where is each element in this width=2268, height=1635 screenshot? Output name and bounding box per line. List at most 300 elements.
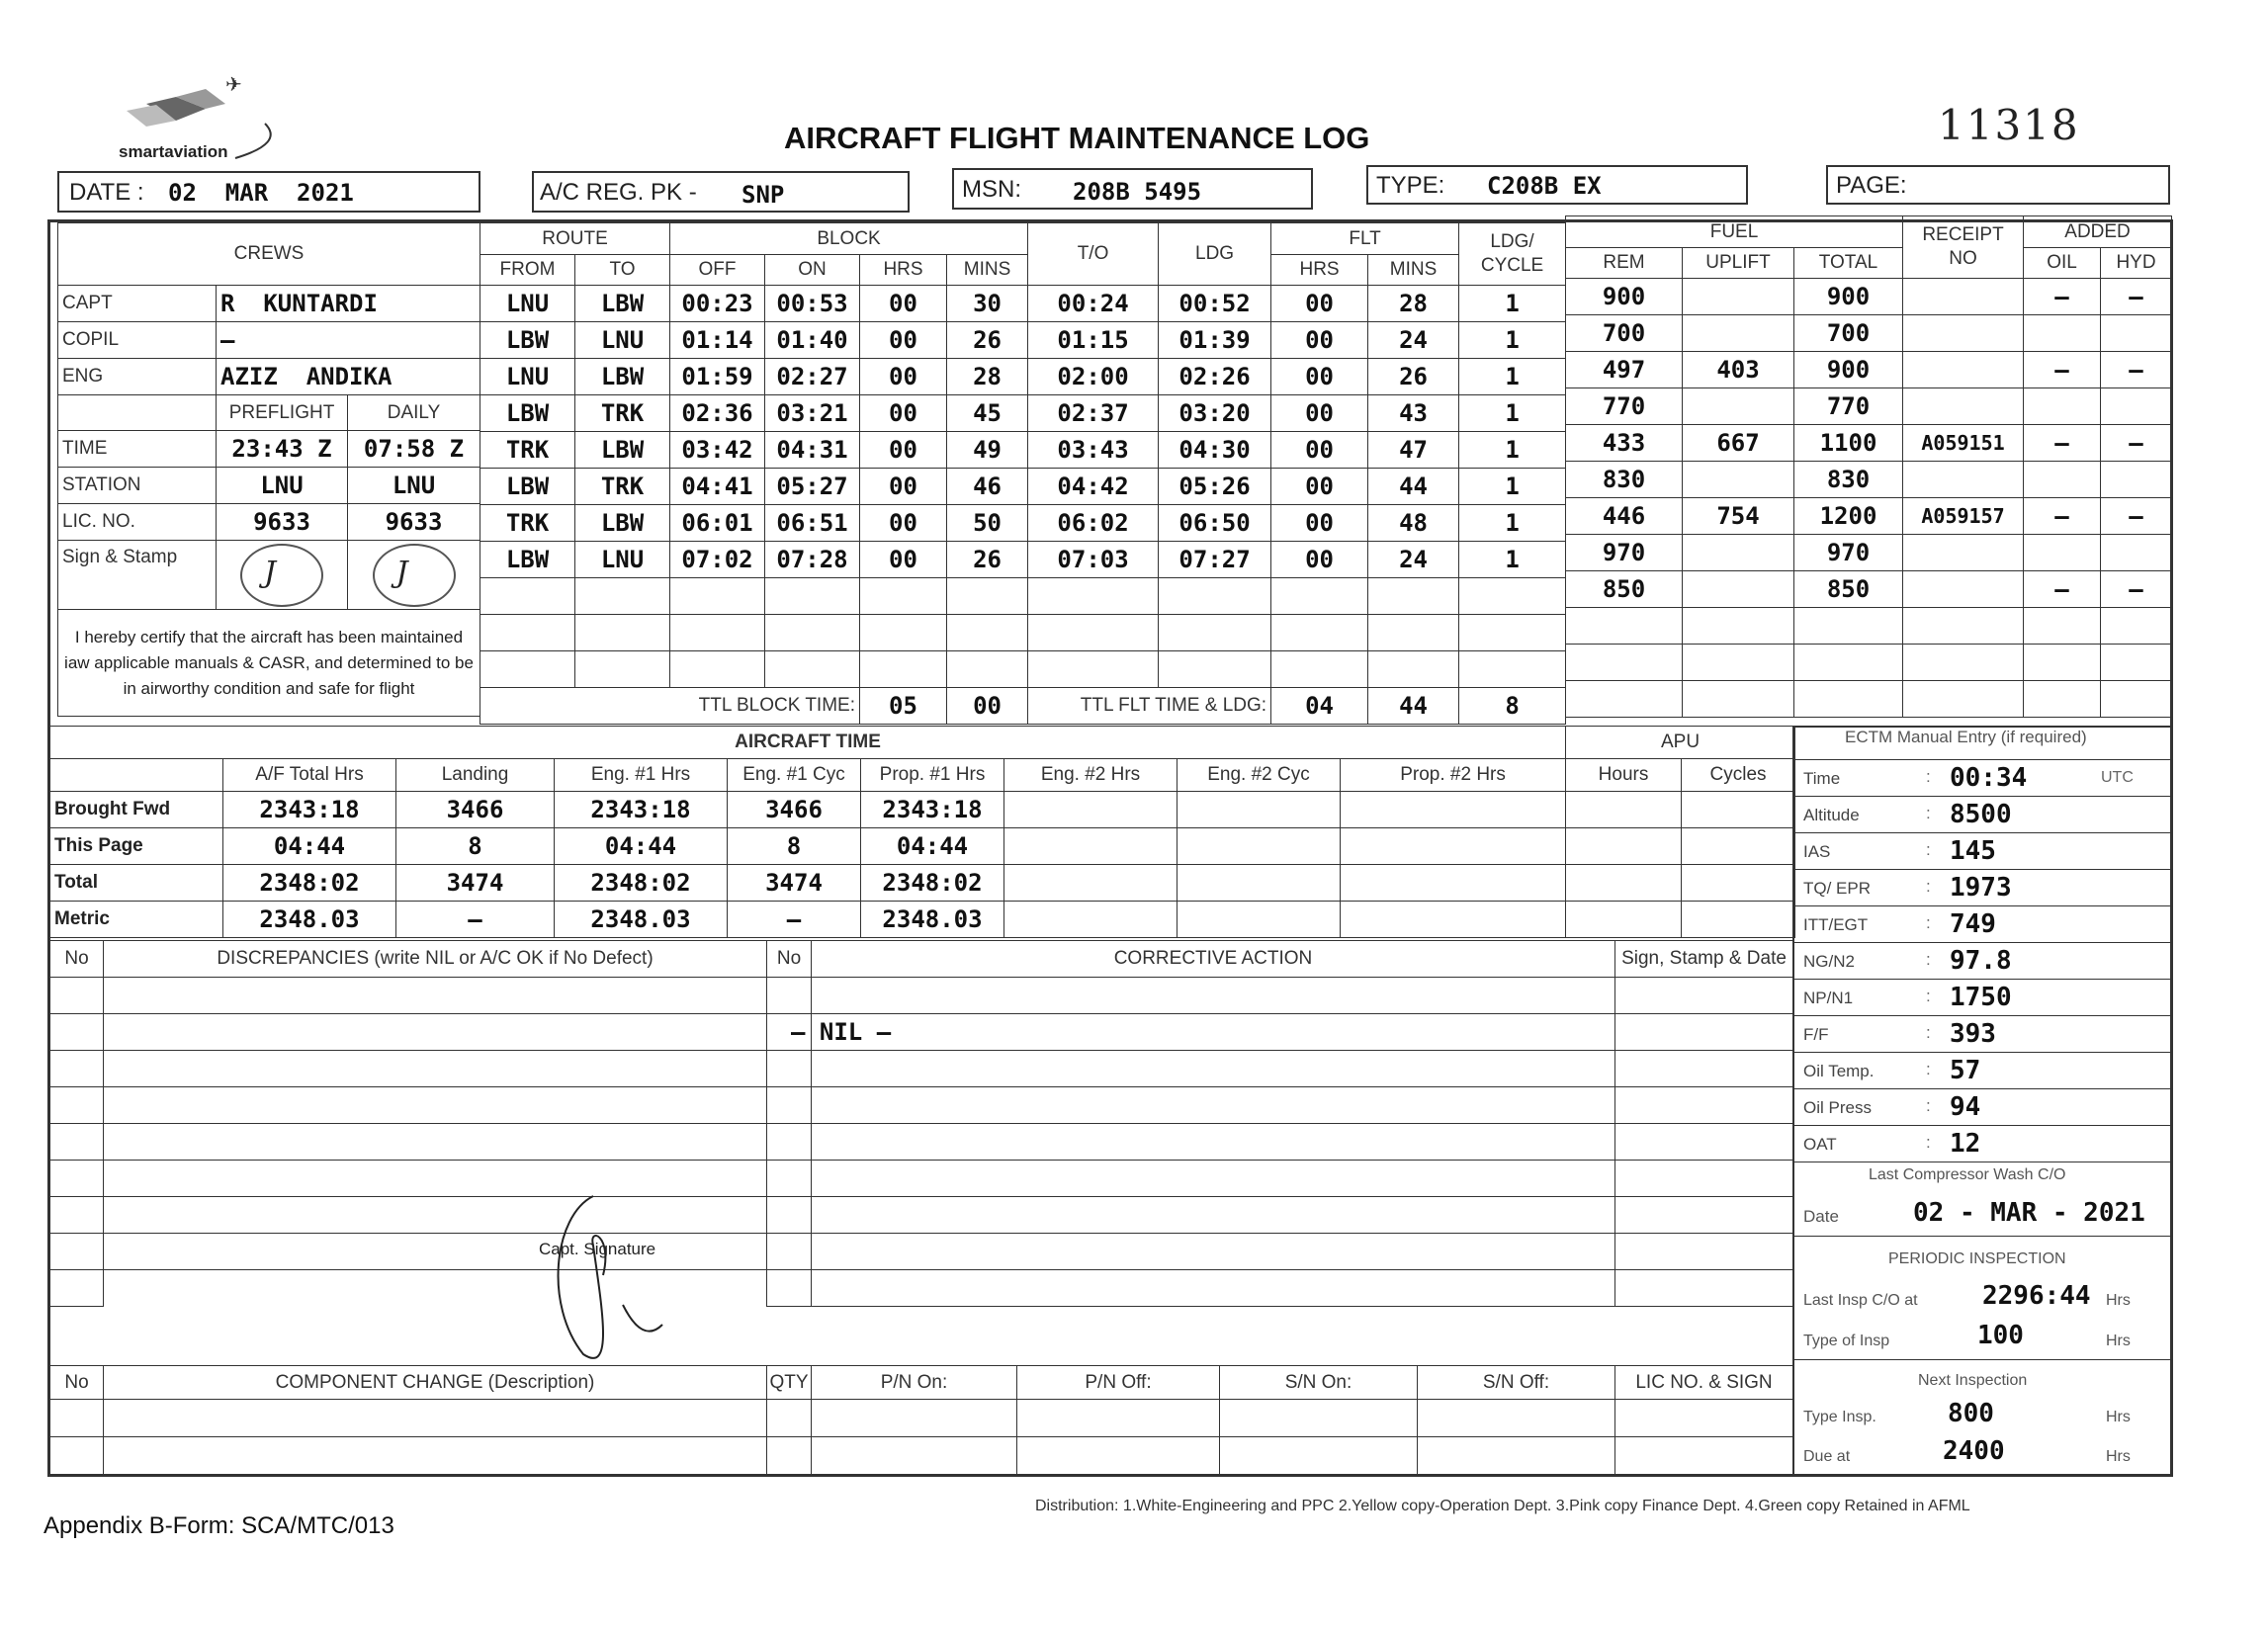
flight-fhrs-cell[interactable] [1271, 578, 1368, 615]
aircraft-time-cell[interactable] [1341, 828, 1566, 865]
station-label: STATION [58, 468, 217, 504]
ldg-cycle-header: LDG/ CYCLE [1459, 223, 1566, 286]
flight-ldg-cell[interactable]: 05:26 [1159, 469, 1271, 505]
flight-hrs-cell[interactable]: 00 [860, 542, 947, 578]
flight-on-cell[interactable]: 06:51 [765, 505, 860, 542]
block-header: BLOCK [670, 223, 1028, 255]
aircraft-time-cell[interactable]: – [396, 902, 555, 938]
flight-from-cell[interactable]: LBW [480, 469, 575, 505]
flight-ldg-cell[interactable]: 03:20 [1159, 395, 1271, 432]
preflight-lic[interactable]: 9633 [217, 504, 348, 541]
flight-to-cell[interactable]: LNU [575, 322, 670, 359]
fuel-rem-cell[interactable]: 497 [1566, 352, 1683, 388]
flight-cyc-cell[interactable]: 1 [1459, 542, 1566, 578]
aircraft-time-cell[interactable]: 3466 [396, 792, 555, 828]
fuel-uplift-cell[interactable] [1683, 279, 1794, 315]
sn-off-header: S/N Off: [1418, 1366, 1615, 1400]
apu-header: APU [1566, 727, 1795, 759]
flight-fmins-cell[interactable]: 43 [1368, 395, 1459, 432]
aircraft-time-cell[interactable]: 2348:02 [223, 865, 396, 902]
flight-to_time-cell[interactable] [1028, 578, 1159, 615]
fuel-hyd-cell[interactable] [2101, 462, 2172, 498]
aircraft-time-cell[interactable]: 2343:18 [555, 792, 728, 828]
flight-mins-cell[interactable]: 45 [947, 395, 1028, 432]
ectm-value[interactable]: 1973 [1950, 873, 2012, 903]
ectm-value[interactable]: 749 [1950, 909, 1996, 939]
fuel-oil-cell[interactable]: – [2024, 425, 2101, 462]
flight-mins-cell[interactable]: 50 [947, 505, 1028, 542]
flight-fhrs-cell[interactable]: 00 [1271, 395, 1368, 432]
capt-value[interactable]: R KUNTARDI [217, 286, 480, 322]
flight-fhrs-cell[interactable]: 00 [1271, 469, 1368, 505]
flight-hrs-cell[interactable]: 00 [860, 469, 947, 505]
fuel-uplift-cell[interactable] [1683, 462, 1794, 498]
flight-from-cell[interactable]: LBW [480, 322, 575, 359]
crew-table [57, 222, 480, 717]
type-value[interactable]: C208B EX [1487, 172, 1602, 200]
flight-hrs-cell[interactable] [860, 578, 947, 615]
discrepancies-table [49, 940, 1793, 1307]
flight-to_time-cell[interactable]: 03:43 [1028, 432, 1159, 469]
fuel-total-cell[interactable]: 970 [1794, 535, 1903, 571]
ectm-value[interactable]: 97.8 [1950, 946, 2012, 976]
aircraft-time-cell[interactable] [1178, 902, 1341, 938]
aircraft-time-cell[interactable]: 3466 [728, 792, 861, 828]
flight-cyc-cell[interactable]: 1 [1459, 432, 1566, 469]
sign-stamp-date-header: Sign, Stamp & Date [1615, 941, 1793, 978]
ectm-value[interactable]: 12 [1950, 1129, 1981, 1159]
apu-cycles-header: Cycles [1682, 759, 1795, 792]
fuel-receipt-cell[interactable]: A059157 [1903, 498, 2024, 535]
flight-mins-cell[interactable]: 26 [947, 542, 1028, 578]
fuel-rem-cell[interactable]: 770 [1566, 388, 1683, 425]
flight-off-cell[interactable]: 03:42 [670, 432, 765, 469]
flight-fhrs-cell[interactable]: 00 [1271, 542, 1368, 578]
disc-no-header: No [50, 941, 104, 978]
aircraft-time-cell[interactable]: 2348:02 [861, 865, 1004, 902]
takeoff-header: T/O [1028, 223, 1159, 286]
compressor-date-label: Date [1803, 1207, 1839, 1226]
flights-table [480, 222, 1566, 725]
fuel-oil-cell[interactable]: – [2024, 498, 2101, 535]
flight-to_time-cell[interactable]: 06:02 [1028, 505, 1159, 542]
comp-qty-header: QTY [767, 1366, 812, 1400]
reg-box [532, 171, 910, 213]
flight-from-cell[interactable]: LNU [480, 286, 575, 322]
aircraft-time-cell[interactable] [1178, 828, 1341, 865]
fuel-receipt-cell[interactable]: A059151 [1903, 425, 2024, 462]
preflight-header: PREFLIGHT [217, 395, 348, 431]
aircraft-time-cell[interactable]: 8 [728, 828, 861, 865]
flight-to-cell[interactable]: LBW [575, 505, 670, 542]
flight-to-cell[interactable]: LNU [575, 542, 670, 578]
fuel-uplift-cell[interactable] [1683, 388, 1794, 425]
ectm-value[interactable]: 1750 [1950, 983, 2012, 1012]
fuel-oil-cell[interactable]: – [2024, 571, 2101, 608]
flight-on-cell[interactable]: 03:21 [765, 395, 860, 432]
flight-to-cell[interactable]: TRK [575, 469, 670, 505]
aircraft-time-row-label: Brought Fwd [50, 792, 223, 828]
flight-fmins-cell[interactable]: 28 [1368, 286, 1459, 322]
flight-from-cell[interactable]: TRK [480, 505, 575, 542]
preflight-station[interactable]: LNU [217, 468, 348, 504]
flight-off-cell[interactable]: 07:02 [670, 542, 765, 578]
company-logo [117, 69, 285, 163]
flight-fmins-cell[interactable]: 24 [1368, 542, 1459, 578]
apu-hours-header: Hours [1566, 759, 1682, 792]
aircraft-time-cell[interactable]: – [728, 902, 861, 938]
aircraft-time-cell[interactable]: 3474 [728, 865, 861, 902]
fuel-total-cell[interactable]: 770 [1794, 388, 1903, 425]
flight-fhrs-cell[interactable]: 00 [1271, 432, 1368, 469]
ttl-flt-label: TTL FLT TIME & LDG: [1028, 688, 1271, 725]
ectm-title: ECTM Manual Entry (if required) [1845, 728, 2087, 746]
fuel-oil-cell[interactable]: – [2024, 279, 2101, 315]
msn-label: MSN: [962, 176, 1021, 203]
flight-cyc-cell[interactable]: 1 [1459, 286, 1566, 322]
flight-off-cell[interactable]: 04:41 [670, 469, 765, 505]
fuel-oil-cell[interactable] [2024, 535, 2101, 571]
fuel-oil-cell[interactable] [2024, 462, 2101, 498]
flight-from-cell[interactable]: TRK [480, 432, 575, 469]
flight-from-cell[interactable]: LBW [480, 395, 575, 432]
ectm-label: ITT/EGT [1803, 915, 1869, 934]
flight-to_time-cell[interactable]: 01:15 [1028, 322, 1159, 359]
flight-to_time-cell[interactable]: 02:00 [1028, 359, 1159, 395]
aircraft-time-cell[interactable] [1004, 865, 1178, 902]
ttl-block-hrs[interactable]: 05 [860, 688, 947, 725]
flight-fhrs-cell[interactable]: 00 [1271, 322, 1368, 359]
flight-on-cell[interactable]: 07:28 [765, 542, 860, 578]
flight-fmins-cell[interactable]: 24 [1368, 322, 1459, 359]
fuel-receipt-cell[interactable] [1903, 388, 2024, 425]
aircraft-time-cell[interactable]: 2348.03 [555, 902, 728, 938]
fuel-total-cell[interactable]: 830 [1794, 462, 1903, 498]
fuel-rem-cell[interactable]: 850 [1566, 571, 1683, 608]
block-mins-header: MINS [947, 255, 1028, 286]
ttl-ldg[interactable]: 8 [1459, 688, 1566, 725]
next-type-value[interactable]: 800 [1948, 1399, 1994, 1428]
ectm-value[interactable]: 8500 [1950, 800, 2012, 829]
fuel-rem-cell[interactable]: 433 [1566, 425, 1683, 462]
fuel-receipt-cell[interactable] [1903, 462, 2024, 498]
flight-off-cell[interactable]: 01:14 [670, 322, 765, 359]
eng-label: ENG [58, 359, 217, 395]
type-insp-label: Type of Insp [1803, 1333, 1890, 1349]
flight-to-cell[interactable]: LBW [575, 286, 670, 322]
compressor-date-value[interactable]: 02 - MAR - 2021 [1913, 1198, 2145, 1228]
flight-to-cell[interactable]: LBW [575, 432, 670, 469]
flight-hrs-cell[interactable]: 00 [860, 432, 947, 469]
flight-to_time-cell[interactable]: 07:03 [1028, 542, 1159, 578]
crews-header: CREWS [58, 223, 480, 286]
aircraft-time-cell[interactable] [1004, 792, 1178, 828]
aircraft-time-cell[interactable] [1341, 865, 1566, 902]
fuel-total-cell[interactable]: 1200 [1794, 498, 1903, 535]
aircraft-time-cell[interactable]: 2348.03 [223, 902, 396, 938]
due-at-label: Due at [1803, 1448, 1851, 1465]
nil-entry[interactable]: – NIL – [791, 1018, 892, 1046]
flight-fmins-cell[interactable]: 48 [1368, 505, 1459, 542]
ectm-label: NP/N1 [1803, 989, 1854, 1007]
ectm-label: Oil Press [1803, 1098, 1872, 1117]
flight-mins-cell[interactable]: 46 [947, 469, 1028, 505]
daily-time[interactable]: 07:58 Z [348, 431, 480, 468]
ectm-label: IAS [1803, 842, 1831, 861]
ttl-flt-hrs[interactable]: 04 [1271, 688, 1368, 725]
fuel-hyd-cell[interactable]: – [2101, 425, 2172, 462]
oil-header: OIL [2024, 248, 2101, 279]
flight-hrs-cell[interactable]: 00 [860, 359, 947, 395]
aircraft-time-cell[interactable]: 04:44 [555, 828, 728, 865]
certification-text: I hereby certify that the aircraft has been maintained iaw applicable manuals & CASR, and determined to be in airworthy condition and safe for flight [58, 610, 480, 717]
fuel-hyd-cell[interactable]: – [2101, 571, 2172, 608]
corrective-header: CORRECTIVE ACTION [812, 941, 1615, 978]
aircraft-time-cell[interactable] [1004, 902, 1178, 938]
corr-no-header: No [767, 941, 812, 978]
fuel-receipt-cell[interactable] [1903, 352, 2024, 388]
fuel-rem-cell[interactable]: 900 [1566, 279, 1683, 315]
fuel-rem-cell[interactable]: 970 [1566, 535, 1683, 571]
flight-on-cell[interactable]: 05:27 [765, 469, 860, 505]
aircraft-time-row-label: Metric [50, 902, 223, 938]
fuel-hyd-cell[interactable]: – [2101, 279, 2172, 315]
aircraft-time-col-header: Eng. #2 Hrs [1004, 759, 1178, 792]
flight-fmins-cell[interactable]: 47 [1368, 432, 1459, 469]
fuel-total-cell[interactable]: 900 [1794, 352, 1903, 388]
aircraft-time-cell[interactable] [1341, 902, 1566, 938]
flight-to_time-cell[interactable]: 00:24 [1028, 286, 1159, 322]
due-at-value[interactable]: 2400 [1943, 1436, 2005, 1466]
apu-table [1565, 726, 1795, 938]
aircraft-time-row-label: This Page [50, 828, 223, 865]
fuel-oil-cell[interactable]: – [2024, 352, 2101, 388]
flight-hrs-cell[interactable]: 00 [860, 322, 947, 359]
time-label: TIME [58, 431, 217, 468]
flight-from-cell[interactable]: LNU [480, 359, 575, 395]
last-insp-label: Last Insp C/O at [1803, 1292, 1918, 1309]
flight-fhrs-cell[interactable]: 00 [1271, 505, 1368, 542]
flight-fhrs-cell[interactable]: 00 [1271, 286, 1368, 322]
flight-ldg-cell[interactable]: 02:26 [1159, 359, 1271, 395]
flight-on-cell[interactable]: 00:53 [765, 286, 860, 322]
capt-label: CAPT [58, 286, 217, 322]
fuel-total-cell[interactable]: 900 [1794, 279, 1903, 315]
flight-to-cell[interactable] [575, 578, 670, 615]
fuel-uplift-cell[interactable]: 403 [1683, 352, 1794, 388]
flight-on-cell[interactable]: 01:40 [765, 322, 860, 359]
flight-fhrs-cell[interactable]: 00 [1271, 359, 1368, 395]
fuel-uplift-cell[interactable]: 667 [1683, 425, 1794, 462]
fuel-hyd-cell[interactable] [2101, 535, 2172, 571]
flight-off-cell[interactable]: 06:01 [670, 505, 765, 542]
ectm-label: TQ/ EPR [1803, 879, 1872, 898]
flight-to-cell[interactable]: TRK [575, 395, 670, 432]
ectm-label: Time [1803, 769, 1841, 788]
components-table [49, 1365, 1793, 1475]
eng-value[interactable]: AZIZ ANDIKA [217, 359, 480, 395]
flight-ldg-cell[interactable]: 00:52 [1159, 286, 1271, 322]
copil-value[interactable]: – [217, 322, 480, 359]
type-box [1366, 165, 1748, 205]
fuel-hyd-cell[interactable]: – [2101, 352, 2172, 388]
flt-header: FLT [1271, 223, 1459, 255]
ttl-block-label: TTL BLOCK TIME: [480, 688, 860, 725]
fuel-total-cell[interactable]: 1100 [1794, 425, 1903, 462]
ectm-label: Oil Temp. [1803, 1062, 1875, 1080]
sign-stamp-label: Sign & Stamp [58, 541, 217, 610]
daily-header: DAILY [348, 395, 480, 431]
aircraft-time-cell[interactable] [1341, 792, 1566, 828]
aircraft-time-col-header: Landing [396, 759, 555, 792]
fuel-receipt-cell[interactable] [1903, 315, 2024, 352]
flight-on-cell[interactable]: 04:31 [765, 432, 860, 469]
fuel-oil-cell[interactable] [2024, 315, 2101, 352]
off-header: OFF [670, 255, 765, 286]
flight-mins-cell[interactable]: 30 [947, 286, 1028, 322]
lic-sign-header: LIC NO. & SIGN [1615, 1366, 1793, 1400]
flight-fmins-cell[interactable]: 44 [1368, 469, 1459, 505]
to-header: TO [575, 255, 670, 286]
lic-label: LIC. NO. [58, 504, 217, 541]
flight-ldg-cell[interactable]: 01:39 [1159, 322, 1271, 359]
date-value[interactable]: 02 MAR 2021 [168, 179, 354, 207]
aircraft-time-cell[interactable]: 2348.03 [861, 902, 1004, 938]
aircraft-time-cell[interactable]: 2343:18 [223, 792, 396, 828]
ectm-value[interactable]: 145 [1950, 836, 1996, 866]
flight-fmins-cell[interactable]: 26 [1368, 359, 1459, 395]
aircraft-time-cell[interactable]: 04:44 [223, 828, 396, 865]
on-header: ON [765, 255, 860, 286]
flight-mins-cell[interactable]: 28 [947, 359, 1028, 395]
flight-ldg-cell[interactable]: 07:27 [1159, 542, 1271, 578]
flight-off-cell[interactable]: 00:23 [670, 286, 765, 322]
ttl-block-mins[interactable]: 00 [947, 688, 1028, 725]
aircraft-time-cell[interactable]: 04:44 [861, 828, 1004, 865]
flight-mins-cell[interactable] [947, 578, 1028, 615]
fuel-receipt-cell[interactable] [1903, 571, 2024, 608]
form-number: Appendix B-Form: SCA/MTC/013 [44, 1512, 394, 1539]
fuel-hyd-cell[interactable] [2101, 388, 2172, 425]
aircraft-time-cell[interactable]: 2348:02 [555, 865, 728, 902]
fuel-hyd-cell[interactable] [2101, 315, 2172, 352]
aircraft-time-cell[interactable]: 2343:18 [861, 792, 1004, 828]
fuel-total-cell[interactable]: 850 [1794, 571, 1903, 608]
flight-to_time-cell[interactable]: 04:42 [1028, 469, 1159, 505]
route-header: ROUTE [480, 223, 670, 255]
fuel-oil-cell[interactable] [2024, 388, 2101, 425]
reg-label: A/C REG. PK - [540, 179, 697, 206]
fuel-rem-cell[interactable]: 830 [1566, 462, 1683, 498]
fuel-hyd-cell[interactable]: – [2101, 498, 2172, 535]
aircraft-time-col-header: Prop. #1 Hrs [861, 759, 1004, 792]
flight-off-cell[interactable]: 01:59 [670, 359, 765, 395]
ectm-value[interactable]: 00:34 [1950, 763, 2028, 793]
fuel-rem-cell[interactable]: 700 [1566, 315, 1683, 352]
flight-ldg-cell[interactable]: 04:30 [1159, 432, 1271, 469]
aircraft-time-cell[interactable] [1178, 792, 1341, 828]
comp-no-header: No [50, 1366, 104, 1400]
ectm-value[interactable]: 94 [1950, 1092, 1981, 1122]
ectm-label: F/F [1803, 1025, 1829, 1044]
aircraft-time-cell[interactable] [1004, 828, 1178, 865]
flight-fmins-cell[interactable] [1368, 578, 1459, 615]
pn-on-header: P/N On: [812, 1366, 1017, 1400]
ectm-value[interactable]: 393 [1950, 1019, 1996, 1049]
type-insp-unit: Hrs [2106, 1333, 2131, 1349]
flight-cyc-cell[interactable]: 1 [1459, 322, 1566, 359]
flight-to_time-cell[interactable]: 02:37 [1028, 395, 1159, 432]
fuel-receipt-cell[interactable] [1903, 535, 2024, 571]
flight-cyc-cell[interactable]: 1 [1459, 395, 1566, 432]
aircraft-time-cell[interactable] [1178, 865, 1341, 902]
flight-mins-cell[interactable]: 49 [947, 432, 1028, 469]
flight-off-cell[interactable]: 02:36 [670, 395, 765, 432]
flight-from-cell[interactable]: LBW [480, 542, 575, 578]
last-insp-value[interactable]: 2296:44 [1982, 1281, 2091, 1311]
daily-lic[interactable]: 9633 [348, 504, 480, 541]
fuel-total-header: TOTAL [1794, 248, 1903, 279]
page-label: PAGE: [1836, 172, 1907, 199]
fuel-uplift-cell[interactable] [1683, 535, 1794, 571]
fuel-uplift-cell[interactable] [1683, 571, 1794, 608]
aircraft-time-row-label: Total [50, 865, 223, 902]
aircraft-time-col-header: Eng. #2 Cyc [1178, 759, 1341, 792]
flight-cyc-cell[interactable] [1459, 578, 1566, 615]
flight-ldg-cell[interactable]: 06:50 [1159, 505, 1271, 542]
flight-ldg-cell[interactable] [1159, 578, 1271, 615]
periodic-title: PERIODIC INSPECTION [1888, 1250, 2066, 1267]
aircraft-time-cell[interactable]: 8 [396, 828, 555, 865]
flight-hrs-cell[interactable]: 00 [860, 286, 947, 322]
type-insp-value[interactable]: 100 [1977, 1321, 2024, 1350]
next-type-unit: Hrs [2106, 1409, 2131, 1425]
reg-value[interactable]: SNP [741, 181, 785, 209]
fuel-uplift-cell[interactable] [1683, 315, 1794, 352]
ectm-label: OAT [1803, 1135, 1837, 1154]
capt-signature-label: Capt. Signature [539, 1240, 656, 1258]
fuel-rem-cell[interactable]: 446 [1566, 498, 1683, 535]
flight-on-cell[interactable] [765, 578, 860, 615]
msn-value[interactable]: 208B 5495 [1073, 178, 1202, 206]
fuel-receipt-cell[interactable] [1903, 279, 2024, 315]
flight-off-cell[interactable] [670, 578, 765, 615]
preflight-time[interactable]: 23:43 Z [217, 431, 348, 468]
flight-hrs-cell[interactable]: 00 [860, 395, 947, 432]
flight-hrs-cell[interactable]: 00 [860, 505, 947, 542]
flight-cyc-cell[interactable]: 1 [1459, 469, 1566, 505]
flight-cyc-cell[interactable]: 1 [1459, 505, 1566, 542]
capt-signature [534, 1186, 682, 1374]
flight-on-cell[interactable]: 02:27 [765, 359, 860, 395]
ectm-value[interactable]: 57 [1950, 1056, 1981, 1085]
rem-header: REM [1566, 248, 1683, 279]
flight-cyc-cell[interactable]: 1 [1459, 359, 1566, 395]
ectm-unit: UTC [2101, 769, 2134, 786]
ttl-flt-mins[interactable]: 44 [1368, 688, 1459, 725]
flight-to-cell[interactable]: LBW [575, 359, 670, 395]
fuel-total-cell[interactable]: 700 [1794, 315, 1903, 352]
daily-station[interactable]: LNU [348, 468, 480, 504]
fuel-uplift-cell[interactable]: 754 [1683, 498, 1794, 535]
from-header: FROM [480, 255, 575, 286]
aircraft-time-cell[interactable]: 3474 [396, 865, 555, 902]
ectm-label: Altitude [1803, 806, 1860, 824]
aircraft-time-col-header: Eng. #1 Cyc [728, 759, 861, 792]
flight-from-cell[interactable] [480, 578, 575, 615]
flight-mins-cell[interactable]: 26 [947, 322, 1028, 359]
sn-on-header: S/N On: [1220, 1366, 1418, 1400]
